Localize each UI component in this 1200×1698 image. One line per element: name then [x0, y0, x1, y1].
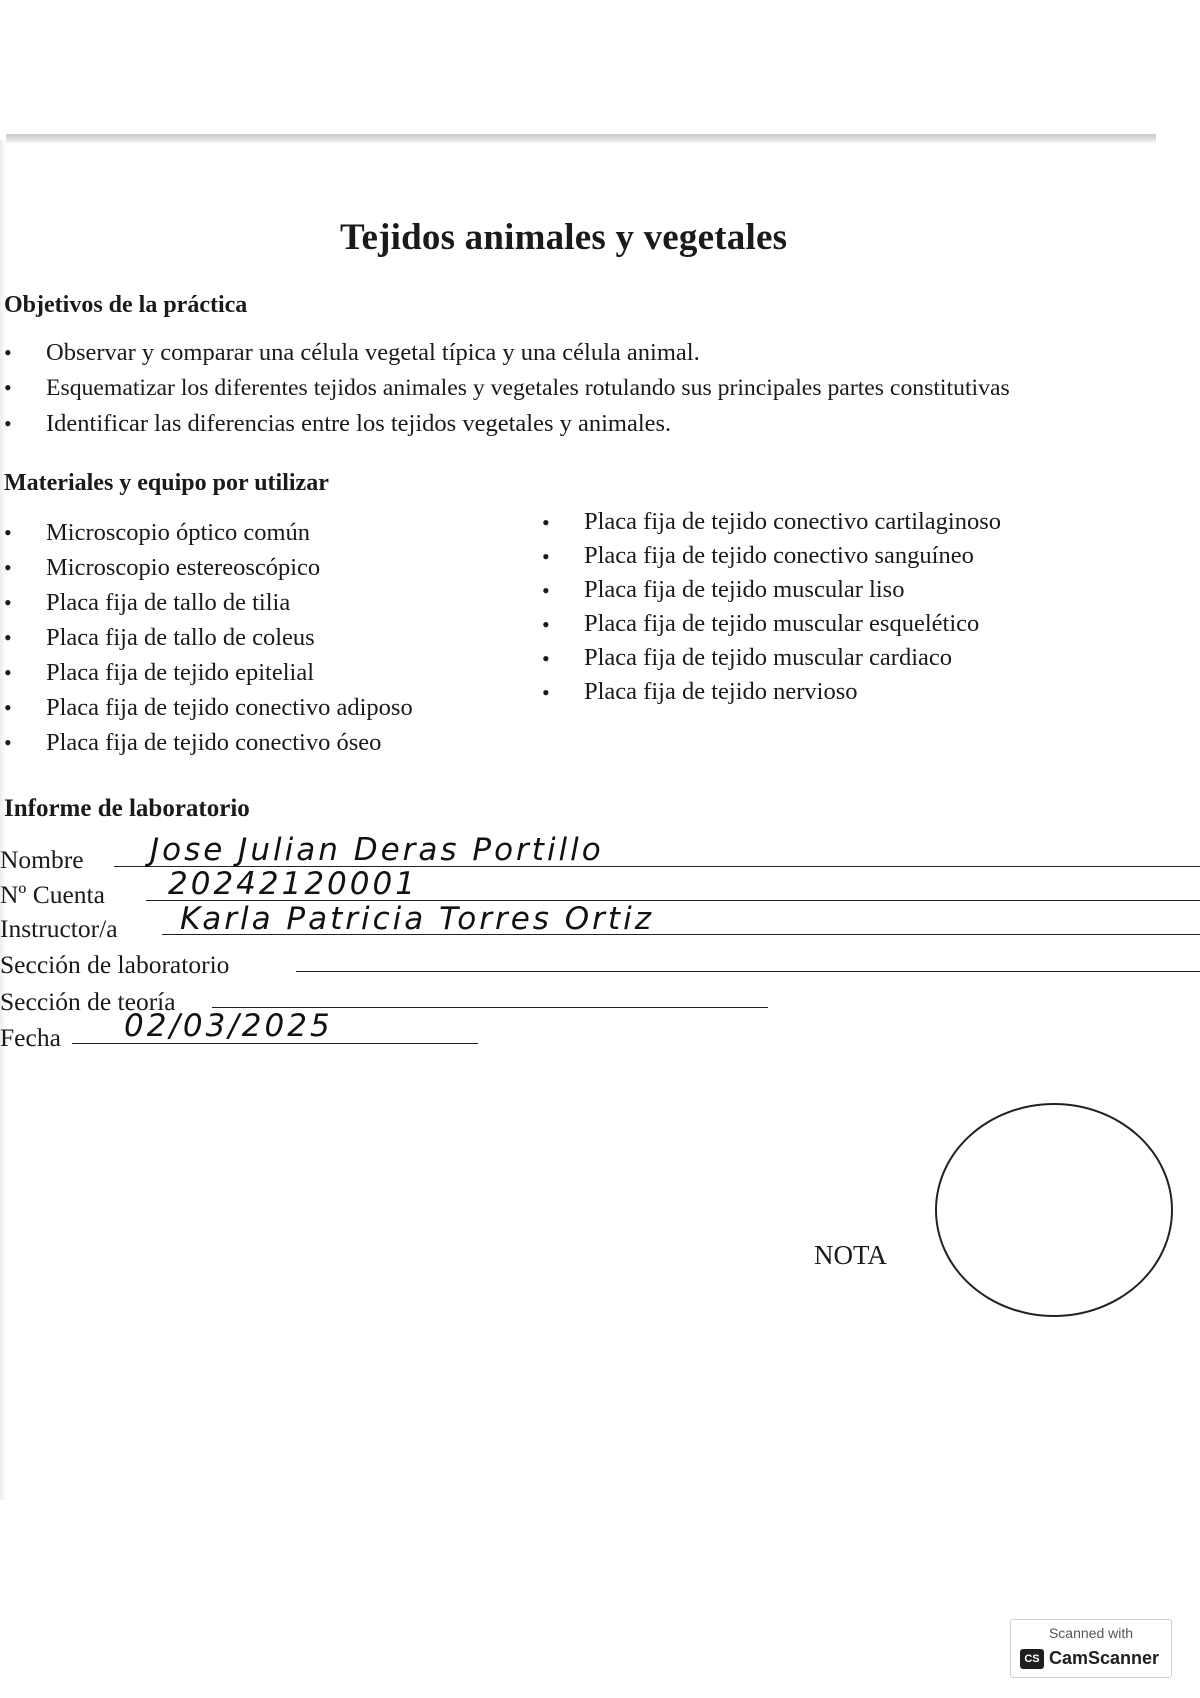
bullet-icon: •	[4, 520, 12, 545]
account-label: Nº Cuenta	[0, 880, 105, 909]
materials-list-right	[542, 505, 1024, 709]
bullet-icon: •	[4, 555, 12, 580]
objectives-heading: Objetivos de la práctica	[4, 292, 248, 318]
account-field[interactable]: 20242120001	[168, 866, 418, 902]
list-item: • Placa fija de tejido conectivo cartilaginoso	[542, 505, 1024, 539]
list-item: • Esquematizar los diferentes tejidos animales y vegetales rotulando sus principales partes constitutivas	[4, 370, 1010, 406]
bullet-icon: •	[4, 730, 12, 755]
grade-circle	[935, 1103, 1173, 1317]
materials-heading: Materiales y equipo por utilizar	[4, 470, 329, 496]
bullet-icon: •	[542, 510, 550, 535]
theory-section-label: Sección de teoría	[0, 987, 176, 1016]
list-item: • Placa fija de tejido conectivo adiposo	[4, 690, 413, 725]
lab-section-label: Sección de laboratorio	[0, 950, 230, 979]
camscanner-watermark	[1010, 1619, 1172, 1678]
list-item: • Observar y comparar una célula vegetal típica y una célula animal.	[4, 335, 1010, 370]
objectives-list	[4, 335, 1010, 441]
bullet-icon: •	[542, 578, 550, 603]
list-item: • Placa fija de tallo de tilia	[4, 585, 413, 620]
bullet-icon: •	[4, 411, 12, 436]
bullet-icon: •	[542, 646, 550, 671]
name-label: Nombre	[0, 845, 84, 874]
name-field[interactable]: Jose Julian Deras Portillo	[150, 832, 604, 868]
scanner-caption: Scanned with	[1048, 1625, 1134, 1641]
list-item: • Microscopio estereoscópico	[4, 550, 413, 585]
instructor-field[interactable]: Karla Patricia Torres Ortiz	[180, 901, 654, 937]
bullet-icon: •	[4, 340, 12, 365]
list-item: • Placa fija de tejido epitelial	[4, 655, 413, 690]
bullet-icon: •	[4, 695, 12, 720]
bullet-icon: •	[4, 625, 12, 650]
list-item: • Placa fija de tejido muscular esquelético	[542, 607, 1024, 641]
list-item: • Placa fija de tejido conectivo óseo	[4, 725, 413, 760]
bullet-icon: •	[542, 612, 550, 637]
list-item: • Microscopio óptico común	[4, 515, 413, 550]
instructor-label: Instructor/a	[0, 914, 118, 943]
date-field[interactable]: 02/03/2025	[124, 1008, 333, 1044]
materials-list-left	[4, 515, 413, 760]
bullet-icon: •	[4, 660, 12, 685]
date-label: Fecha	[0, 1023, 61, 1052]
list-item: • Placa fija de tejido nervioso	[542, 675, 1024, 709]
grade-label: NOTA	[814, 1240, 887, 1270]
bullet-icon: •	[4, 590, 12, 615]
document-title: Tejidos animales y vegetales	[340, 217, 788, 258]
list-item: • Placa fija de tejido muscular cardiaco	[542, 641, 1024, 675]
camscanner-logo-icon: CS	[1020, 1649, 1044, 1669]
lab-section-underline	[296, 971, 1200, 972]
bullet-icon: •	[4, 375, 12, 400]
bullet-icon: •	[542, 680, 550, 705]
list-item: • Placa fija de tejido muscular liso	[542, 573, 1024, 607]
list-item: • Placa fija de tejido conectivo sanguíneo	[542, 539, 1024, 573]
list-item: • Placa fija de tallo de coleus	[4, 620, 413, 655]
scanner-brand: CamScanner	[1049, 1648, 1160, 1668]
bullet-icon: •	[542, 544, 550, 569]
list-item: • Identificar las diferencias entre los tejidos vegetales y animales.	[4, 406, 1010, 441]
report-heading: Informe de laboratorio	[4, 795, 250, 822]
scan-page-edge	[6, 134, 1156, 144]
